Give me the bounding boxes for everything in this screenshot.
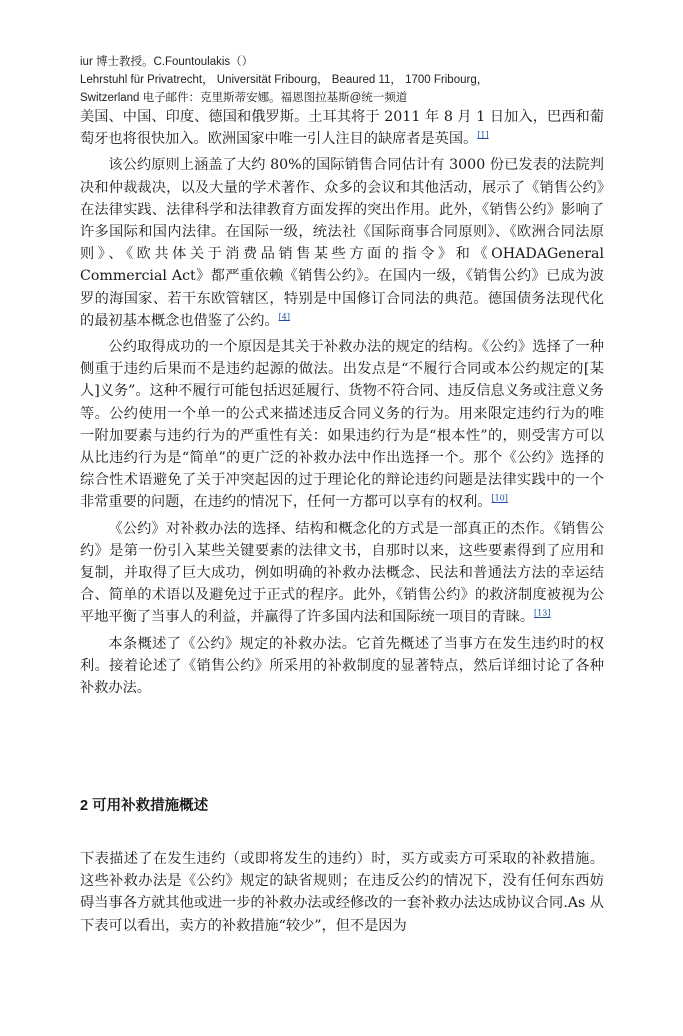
email-line: Switzerland 电子邮件：克里斯蒂安娜。福恩图拉基斯@统一频道 bbox=[80, 92, 408, 104]
paragraph: 《公约》对补救办法的选择、结构和概念化的方式是一部真正的杰作。《销售公约》是第一份引入某些关键要素的法律文书，自那时以来，这些要素得到了应用和复制，并取得了巨大成功，例如明确的补救办法概念、民法和普通法方法的幸运结合、简单的术语以及避免过于正式的程序。此外，《销售公约》的救济制度被视为公平地平衡了当事人的利益，并赢得了许多国内法和国际统一项目的青睐。[13] bbox=[80, 520, 604, 626]
author-line: iur 博士教授。C.Fountoulakis（） bbox=[80, 56, 254, 68]
section-heading: 2 可用补救措施概述 bbox=[80, 798, 209, 814]
footnote-link[interactable]: [4] bbox=[278, 312, 290, 322]
paragraph: 该公约原则上涵盖了大约 80%的国际销售合同估计有 3000 份已发表的法院判决和仲裁裁决，以及大量的学术著作、众多的会议和其他活动，展示了《销售公约》在法律实践、法律科学和法律教育方面发挥的突出作用。此外，《销售公约》影响了许多国际和国内法律。在国际一级，统法社《国际商事合同原则》、《欧洲合同法原则》、《欧共体关于消费品销售某些方面的指令》和《OHADAGeneral Commercial Act》都严重依赖《销售公约》。在国内一级，《销售公约》已成为波罗的海国家、若干东欧管辖区，特别是中国修订合同法的典范。德国债务法现代化的最初基本概念也借鉴了公约。[4] bbox=[80, 157, 604, 329]
paragraph: 公约取得成功的一个原因是其关于补救办法的规定的结构。《公约》选择了一种侧重于违约后果而不是违约起源的做法。出发点是“不履行合同或本公约规定的[某人]义务”。这种不履行可能包括迟延履行、货物不符合同、违反信息义务或注意义务等。公约使用一个单一的公式来描述违反合同义务的行为。用来限定违约行为的唯一附加要素与违约行为的严重性有关：如果违约行为是“根本性”的，则受害方可以从比违约行为是“简单”的更广泛的补救办法中作出选择一个。那个《公约》选择的综合性术语避免了关于冲突起因的过于理论化的辩论违约问题是法律实践中的一个非常重要的问题，在违约的情况下，任何一方都可以享有的权利。[10] bbox=[80, 339, 604, 511]
body-text bbox=[80, 106, 604, 703]
paragraph: 美国、中国、印度、德国和俄罗斯。土耳其将于 2011 年 8 月 1 日加入，巴西和葡萄牙也将很快加入。欧洲国家中唯一引人注目的缺席者是英国。[1] bbox=[80, 109, 604, 148]
author-footnote bbox=[80, 53, 620, 107]
paragraph: 本条概述了《公约》规定的补救办法。它首先概述了当事方在发生违约时的权利。接着论述了《销售公约》所采用的补救制度的显著特点，然后详细讨论了各种补救办法。 bbox=[80, 635, 604, 697]
section-body bbox=[80, 848, 604, 937]
address-line: Lehrstuhl für Privatrecht， Universität Fribourg， Beaured 11， 1700 Fribourg， bbox=[80, 74, 489, 86]
paragraph: 下表描述了在发生违约（或即将发生的违约）时，买方或卖方可采取的补救措施。这些补救办法是《公约》规定的缺省规则；在违反公约的情况下，没有任何东西妨碍当事各方就其他或进一步的补救办法或经修改的一套补救办法达成协议合同.As 从下表可以看出，卖方的补救措施“较少”，但不是因为 bbox=[80, 851, 604, 934]
footnote-link[interactable]: [1] bbox=[477, 130, 489, 140]
footnote-link[interactable]: [10] bbox=[491, 493, 508, 503]
footnote-link[interactable]: [13] bbox=[534, 608, 551, 618]
